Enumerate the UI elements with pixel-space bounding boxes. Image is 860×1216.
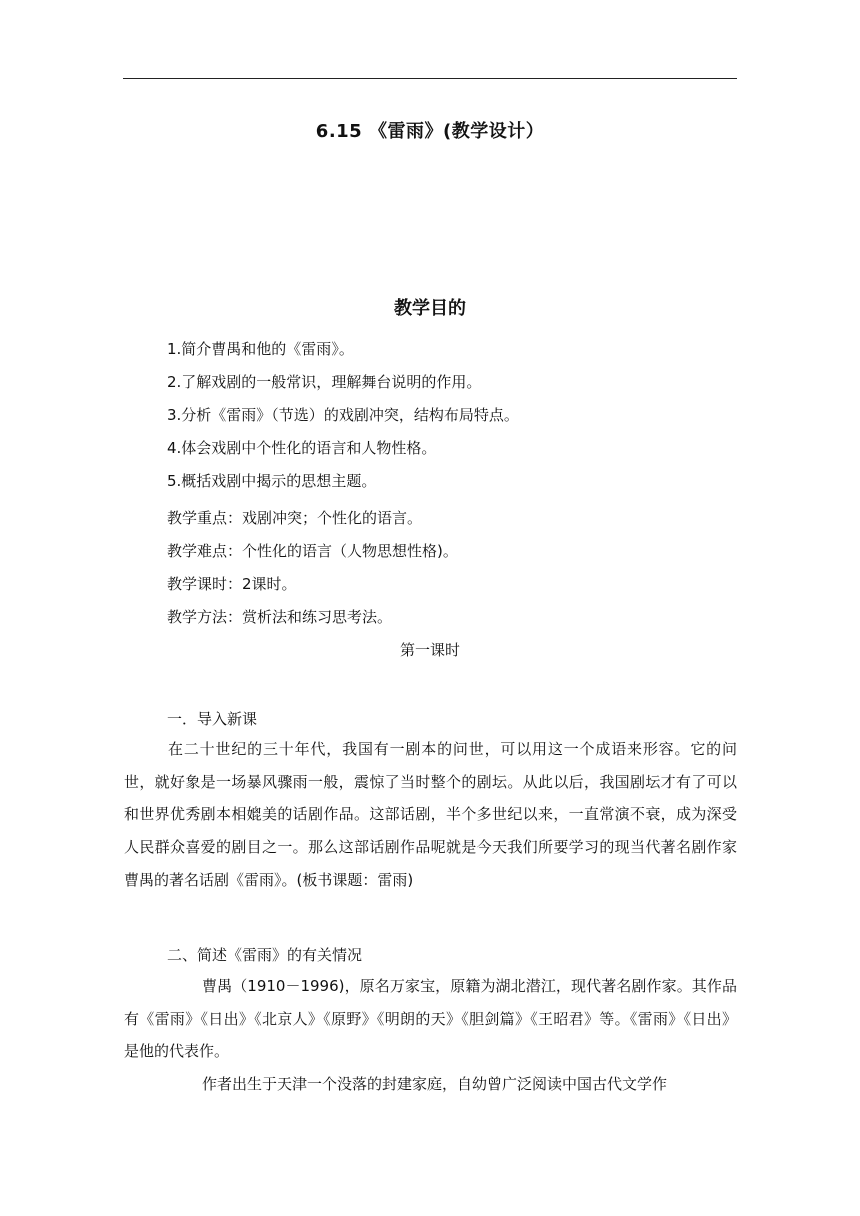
objective-item: 4.体会戏剧中个性化的语言和人物性格。 [167, 439, 437, 457]
part1-paragraph: 在二十世纪的三十年代，我国有一剧本的问世，可以用这一个成语来形容。它的问世，就好象是一场暴风骤雨一般，震惊了当时整个的剧坛。从此以后，我国剧坛才有了可以和世界优秀剧本相媲美的话剧作品。这部话剧，半个多世纪以来，一直常演不衰，成为深受人民群众喜爱的剧目之一。那么这部话剧作品呢就是今天我们所要学习的现当代著名剧作家曹禺的著名话剧《雷雨》。(板书课题：雷雨) [124, 740, 737, 889]
part2-paragraph: 作者出生于天津一个没落的封建家庭，自幼曾广泛阅读中国古代文学作 [202, 1075, 668, 1093]
document-title: 6.15 《雷雨》(教学设计） [315, 121, 545, 142]
part2-paragraph: 曹禺（1910－1996)，原名万家宝，原籍为湖北潜江，现代著名剧作家。其作品有《雷雨》《日出》《北京人》《原野》《明朗的天》《胆剑篇》《王昭君》等。《雷雨》《日出》是他的代表作。 [124, 977, 737, 1061]
teaching-methods: 教学方法：赏析法和练习思考法。 [167, 608, 393, 626]
class-hours: 教学课时：2课时。 [167, 575, 297, 593]
objective-item: 1.简介曹禺和他的《雷雨》。 [167, 340, 354, 358]
part2-heading: 二、简述《雷雨》的有关情况 [167, 946, 363, 964]
part1-heading: 一．导入新课 [167, 710, 258, 728]
objective-item: 5.概括戏剧中揭示的思想主题。 [167, 472, 377, 490]
difficulties: 教学难点：个性化的语言（人物思想性格)。 [167, 542, 458, 560]
header-rule [123, 78, 737, 79]
lesson-heading: 第一课时 [399, 641, 460, 659]
objective-item: 2.了解戏剧的一般常识，理解舞台说明的作用。 [167, 373, 482, 391]
key-points: 教学重点：戏剧冲突；个性化的语言。 [167, 509, 423, 527]
objective-item: 3.分析《雷雨》（节选）的戏剧冲突，结构布局特点。 [167, 406, 519, 424]
section-title-objectives: 教学目的 [394, 298, 466, 319]
